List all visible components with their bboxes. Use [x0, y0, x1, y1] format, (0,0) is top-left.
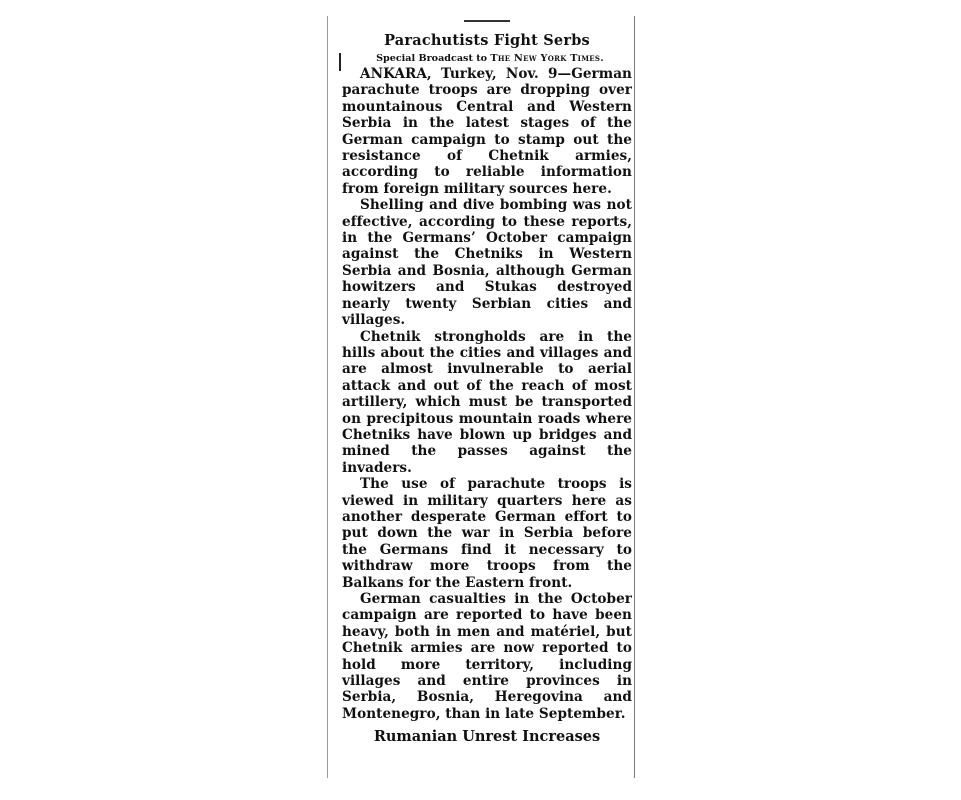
column-rule-right	[634, 16, 635, 778]
top-rule	[464, 20, 510, 22]
article-body	[342, 66, 632, 722]
dateline	[344, 52, 632, 66]
newspaper-clipping	[342, 14, 632, 745]
dateline-margin-mark	[339, 53, 341, 71]
dateline-prefix: Special Broadcast to	[376, 53, 488, 64]
article-headline: Parachutists Fight Serbs	[384, 32, 590, 49]
article-paragraph-2: Shelling and dive bombing was not effective, according to these reports, in the Germans’ October campaign against the Chetniks in Western Serbia and Bosnia, although German howitzers and Stukas destroyed nearly twenty Serbian cities and villages.	[342, 197, 632, 329]
article-paragraph-5: German casualties in the October campaign are reported to have been heavy, both in men and matériel, but Chetnik armies are now reported to hold more territory, including villages and entire provinces in Serbia, Bosnia, Heregovina and Montenegro, than in late September.	[342, 591, 632, 722]
dateline-source: The New York Times.	[490, 53, 604, 64]
article-paragraph-1: ANKARA, Turkey, Nov. 9—German parachute troops are dropping over mountainous Central and Western Serbia in the latest stages of the German campaign to stamp out the resistance of Chetnik armies, according to reliable information from foreign military sources here.	[342, 66, 632, 197]
article-paragraph-4: The use of parachute troops is viewed in military quarters here as another desperate German effort to put down the war in Serbia before the Germans find it necessary to withdraw more troops from the Balkans for the Eastern front.	[342, 476, 632, 591]
column-rule-left	[327, 16, 328, 778]
next-article-headline: Rumanian Unrest Increases	[373, 728, 601, 746]
article-paragraph-3: Chetnik strongholds are in the hills about the cities and villages and are almost invulnerable to aerial attack and out of the reach of most artillery, which must be transported on precipitous mountain roads where Chetniks have blown up bridges and mined the passes against the invaders.	[342, 328, 632, 476]
